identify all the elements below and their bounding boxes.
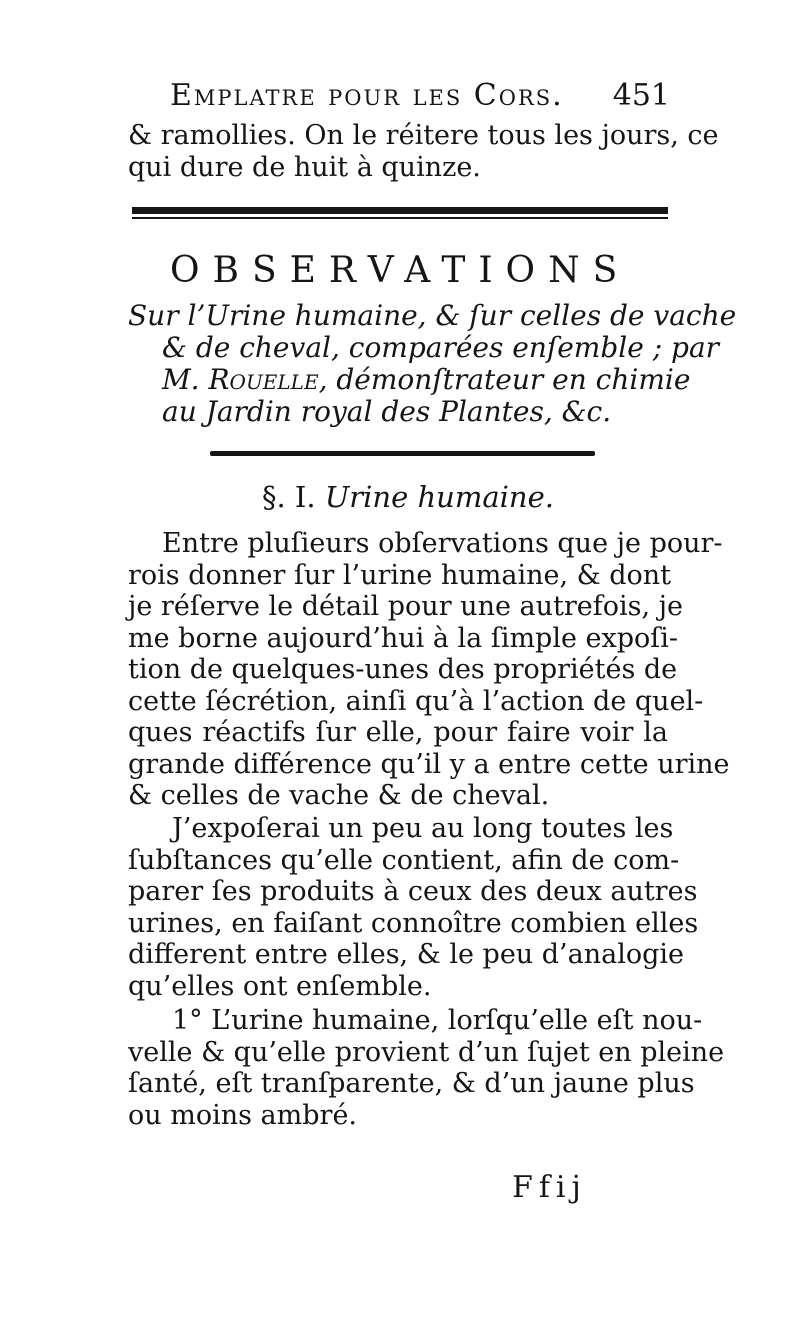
double-rule-top [132,207,668,221]
text-line: different entre elles, & le peu d’analogie [128,939,685,970]
text-line: J’expoſerai un peu au long toutes les [172,813,674,844]
running-head [170,78,670,113]
chapter-subtitle [128,299,737,428]
text-line: 1° L’urine humaine, lorſqu’elle eſt nou- [172,1005,703,1036]
paragraph-3 [128,1005,725,1131]
text-line: grande différence qu’il y a entre cette urine [128,748,730,780]
text-line: ſanté, eſt tranſparente, & d’un jaune plus [128,1068,695,1099]
subtitle-line: & de cheval, comparées enſemble ; par [162,331,720,364]
text-line: ou moins ambré. [128,1099,357,1131]
text-line: qu’elles ont enſemble. [128,970,432,1002]
text-line: rois donner ſur l’urine humaine, & dont [128,559,672,591]
text-line: cette ſécrétion, ainſi qu’à l’action de quel- [128,685,704,717]
paragraph-2 [128,813,699,1002]
signature-mark: Ffij [512,1170,587,1205]
author-name: M. Rouelle [162,363,319,396]
rule-thick [132,207,668,214]
section-rule [210,451,595,456]
subtitle-line: Sur l’Urine humaine, & ſur celles de vache [128,299,737,332]
rule-thin [132,217,668,219]
text-line: ſubſtances qu’elle contient, afin de com- [128,844,680,876]
author-title: , démonſtrateur en chimie [318,363,691,396]
chapter-heading: OBSERVATIONS [170,250,631,291]
text-line: velle & qu’elle provient d’un ſujet en pleine [128,1036,725,1068]
text-line: me borne aujourd’hui à la ſimple expoſi- [128,622,679,654]
continuation-text [128,120,719,183]
page-number: 451 [612,78,670,113]
text-line: je réſerve le détail pour une autrefois, je [128,591,684,622]
section-title: Urine humaine. [324,480,554,514]
subtitle-line [128,363,691,396]
text-line: tion de quelques-unes des propriétés de [128,654,678,685]
text-line: qui dure de huit à quinze. [128,151,481,183]
text-line: urines, en faiſant connoître combien elles [128,907,699,939]
running-head-title: Emplatre pour les Cors. [170,78,564,113]
subtitle-line: au Jardin royal des Plantes, &c. [162,395,612,428]
text-line: & ramollies. On le réitere tous les jours, ce [128,120,719,151]
text-line: parer ſes produits à ceux des deux autres [128,876,698,907]
section-heading [262,480,554,514]
text-line: & celles de vache & de cheval. [128,780,550,811]
section-number: §. I. [262,480,316,514]
text-line: Entre pluſieurs obſervations que je pour- [162,528,723,559]
paragraph-1 [128,528,730,812]
text-line: ques réactifs ſur elle, pour faire voir la [128,717,668,748]
